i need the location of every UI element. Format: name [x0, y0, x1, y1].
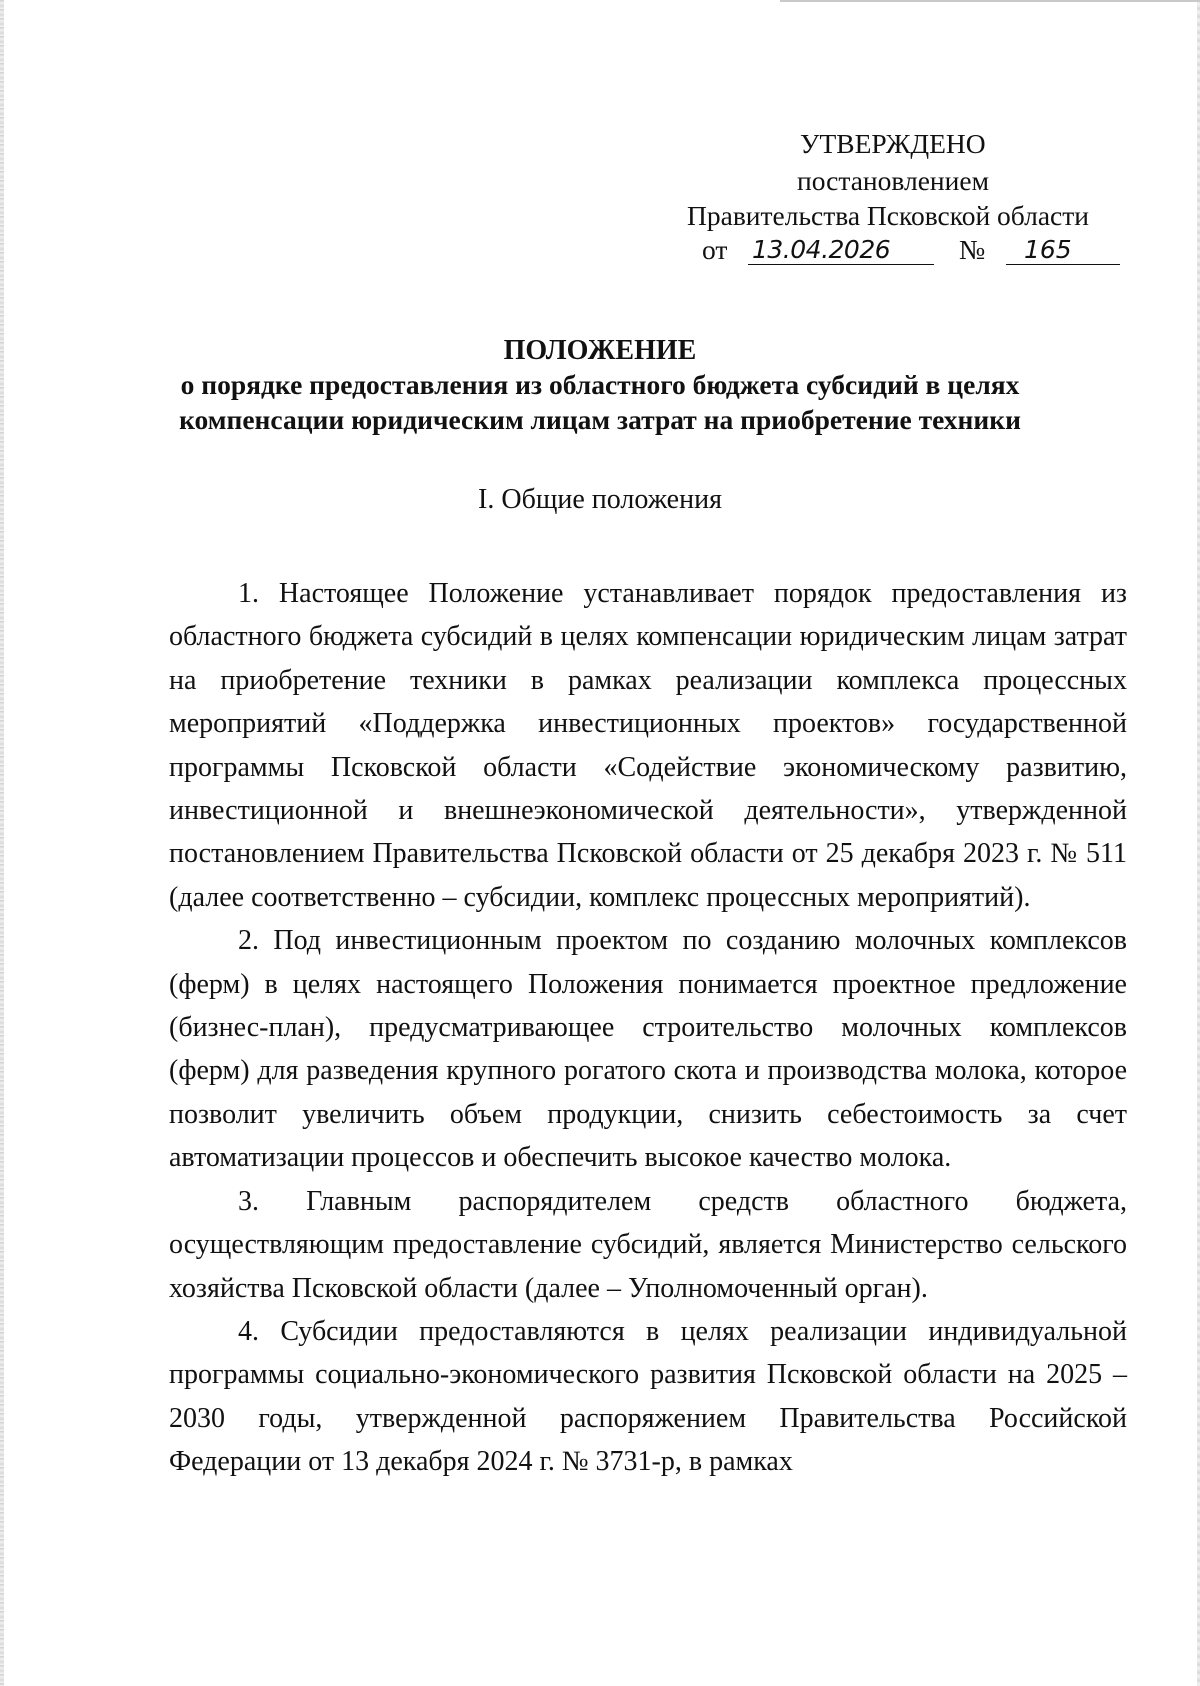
approval-line-date-number [702, 233, 1112, 273]
scan-edge-left [0, 0, 4, 1686]
approval-line-government: Правительства Псковской области [687, 200, 1089, 231]
document-title: ПОЛОЖЕНИЕ [503, 335, 697, 366]
paragraph-1: 1. Настоящее Положение устанавливает порядок предоставления из областного бюджета субсидий в целях компенсации юридическим лицам затрат на приобретение техники в рамках реализации комплекса процессных мероприятий «Поддержка инвестиционных проектов» государственной программы Псковской области «Содействие экономическому развитию, инвестиционной и внешнеэкономической деятельности», утвержденной постановлением Правительства Псковской области от 25 декабря 2023 г. № 511 (далее соответственно – субсидии, комплекс процессных мероприятий). [169, 578, 1127, 913]
document-body [169, 572, 1127, 1484]
section-title: I. Общие положения [478, 484, 722, 515]
handwritten-date: 13.04.2026 [748, 235, 934, 265]
paragraph-3: 3. Главным распорядителем средств областного бюджета, осуществляющим предоставление субсидий, является Министерство сельского хозяйства Псковской области (далее – Уполномоченный орган). [169, 1185, 1127, 1304]
handwritten-number: 165 [1006, 235, 1120, 265]
paragraph-2: 2. Под инвестиционным проектом по созданию молочных комплексов (ферм) в целях настоящего Положения понимается проектное предложение (бизнес-план), предусматривающее строительство молочных комплексов (ферм) для разведения крупного рогатого скота и производства молока, которое позволит увеличить объем продукции, снизить себестоимость за счет автоматизации процессов и обеспечить высокое качество молока. [169, 925, 1127, 1174]
document-subtitle-line-1: о порядке предоставления из областного бюджета субсидий в целях [180, 369, 1020, 400]
approval-line-decree: постановлением [797, 165, 989, 196]
number-sign-label: № [959, 234, 986, 265]
approval-heading: УТВЕРЖДЕНО [800, 128, 986, 159]
approval-from-label: от [702, 234, 728, 265]
scan-edge-top [780, 0, 1200, 2]
paragraph-4: 4. Субсидии предоставляются в целях реализации индивидуальной программы социально-экономического развития Псковской области на 2025 – 2030 годы, утвержденной распоряжением Правительства Российской Федерации от 13 декабря 2024 г. № 3731-р, в рамках [169, 1315, 1127, 1478]
document-subtitle-line-2: компенсации юридическим лицам затрат на приобретение техники [179, 404, 1021, 435]
